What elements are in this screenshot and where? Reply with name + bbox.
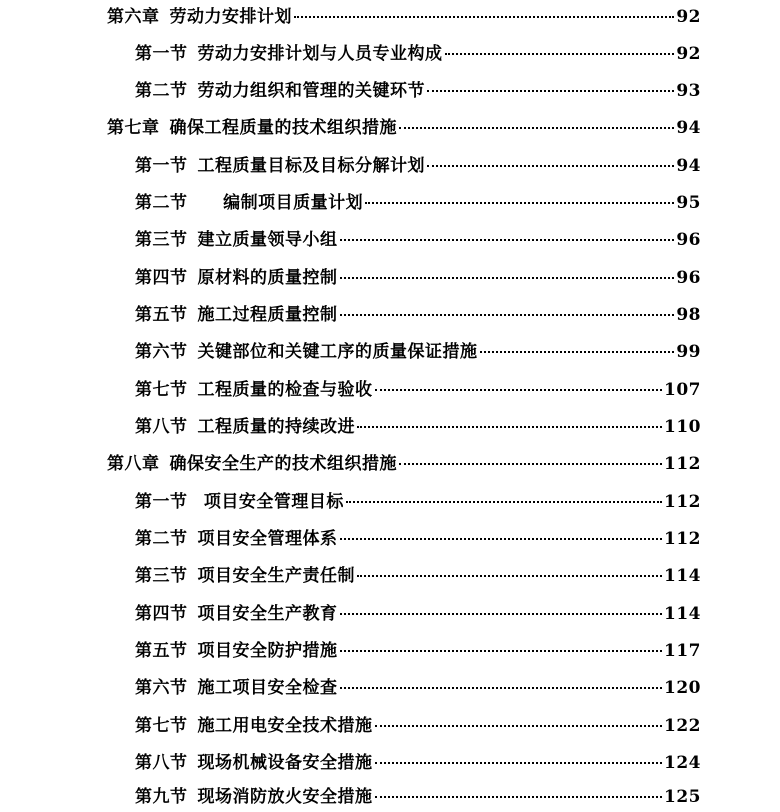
entry-title: 项目安全管理目标 <box>197 492 344 512</box>
entry-page-number: 112 <box>664 454 701 474</box>
dot-leader <box>399 463 662 465</box>
entry-page-number: 107 <box>664 380 701 400</box>
entry-number: 第三节 <box>135 230 188 250</box>
entry-page-number: 122 <box>664 716 701 736</box>
entry-title: 建立质量领导小组 <box>197 230 338 250</box>
entry-title: 工程质量的持续改进 <box>197 417 355 437</box>
toc-section[interactable] <box>135 636 701 666</box>
entry-number: 第七章 <box>107 118 160 138</box>
toc-chapter-8[interactable] <box>107 449 701 479</box>
dot-leader <box>340 277 675 279</box>
entry-title: 劳动力组织和管理的关键环节 <box>197 81 425 101</box>
entry-title: 现场机械设备安全措施 <box>197 753 373 773</box>
dot-leader <box>375 389 663 391</box>
dot-leader <box>357 426 662 428</box>
dot-leader <box>340 650 663 652</box>
entry-number: 第五节 <box>135 641 188 661</box>
toc-section[interactable] <box>135 151 701 181</box>
entry-title: 工程质量的检查与验收 <box>197 380 373 400</box>
dot-leader <box>340 613 663 615</box>
toc-section[interactable] <box>135 748 701 778</box>
toc-section[interactable] <box>135 711 701 741</box>
entry-number: 第一节 <box>135 44 188 64</box>
entry-page-number: 125 <box>664 787 701 807</box>
entry-title: 关键部位和关键工序的质量保证措施 <box>197 342 478 362</box>
entry-page-number: 96 <box>676 268 701 288</box>
entry-number: 第二节 <box>135 81 188 101</box>
toc-section[interactable] <box>135 561 701 591</box>
entry-title: 项目安全生产教育 <box>197 604 338 624</box>
dot-leader <box>480 351 675 353</box>
dot-leader <box>346 501 662 503</box>
toc-section[interactable] <box>135 188 701 218</box>
entry-title: 项目安全生产责任制 <box>197 566 355 586</box>
entry-number: 第九节 <box>135 787 188 807</box>
entry-number: 第二节 <box>135 193 188 213</box>
entry-number: 第四节 <box>135 604 188 624</box>
entry-number: 第八节 <box>135 417 188 437</box>
entry-title: 劳动力安排计划 <box>169 7 292 27</box>
entry-title: 工程质量目标及目标分解计划 <box>197 156 425 176</box>
toc-chapter-6[interactable] <box>107 2 701 32</box>
entry-page-number: 117 <box>664 641 701 661</box>
toc-section[interactable] <box>135 524 701 554</box>
entry-page-number: 124 <box>664 753 701 773</box>
entry-number: 第五节 <box>135 305 188 325</box>
dot-leader <box>357 575 662 577</box>
entry-page-number: 112 <box>664 529 701 549</box>
entry-number: 第七节 <box>135 716 188 736</box>
entry-title: 施工项目安全检查 <box>197 678 338 698</box>
toc-section[interactable] <box>135 300 701 330</box>
toc-section[interactable] <box>135 263 701 293</box>
dot-leader <box>340 314 675 316</box>
entry-title: 施工过程质量控制 <box>197 305 338 325</box>
toc-section[interactable] <box>135 76 701 106</box>
dot-leader <box>427 90 674 92</box>
entry-number: 第八节 <box>135 753 188 773</box>
toc-section[interactable] <box>135 225 701 255</box>
toc-chapter-7[interactable] <box>107 113 701 143</box>
entry-page-number: 94 <box>676 156 701 176</box>
entry-title: 编制项目质量计划 <box>197 193 364 213</box>
dot-leader <box>340 687 663 689</box>
entry-number: 第三节 <box>135 566 188 586</box>
entry-page-number: 96 <box>676 230 701 250</box>
entry-page-number: 98 <box>676 305 701 325</box>
dot-leader <box>340 538 663 540</box>
dot-leader <box>365 202 674 204</box>
dot-leader <box>375 796 663 798</box>
entry-page-number: 92 <box>676 44 701 64</box>
entry-page-number: 94 <box>676 118 701 138</box>
entry-number: 第六章 <box>107 7 160 27</box>
entry-page-number: 99 <box>676 342 701 362</box>
dot-leader <box>340 239 675 241</box>
entry-number: 第八章 <box>107 454 160 474</box>
entry-title: 现场消防放火安全措施 <box>197 787 373 807</box>
entry-page-number: 114 <box>664 566 701 586</box>
entry-title: 原材料的质量控制 <box>197 268 338 288</box>
entry-title: 劳动力安排计划与人员专业构成 <box>197 44 443 64</box>
dot-leader <box>445 53 675 55</box>
entry-page-number: 120 <box>664 678 701 698</box>
toc-section[interactable] <box>135 782 701 812</box>
toc-section[interactable] <box>135 39 701 69</box>
entry-page-number: 112 <box>664 492 701 512</box>
entry-number: 第六节 <box>135 342 188 362</box>
entry-page-number: 114 <box>664 604 701 624</box>
entry-number: 第七节 <box>135 380 188 400</box>
entry-title: 确保安全生产的技术组织措施 <box>169 454 397 474</box>
dot-leader <box>294 16 674 18</box>
dot-leader <box>427 165 674 167</box>
dot-leader <box>375 762 663 764</box>
entry-number: 第六节 <box>135 678 188 698</box>
entry-page-number: 95 <box>676 193 701 213</box>
dot-leader <box>399 127 674 129</box>
toc-section[interactable] <box>135 673 701 703</box>
toc-section[interactable] <box>135 599 701 629</box>
toc-section[interactable] <box>135 337 701 367</box>
entry-number: 第一节 <box>135 156 188 176</box>
toc-section[interactable] <box>135 487 701 517</box>
entry-page-number: 110 <box>664 417 701 437</box>
entry-page-number: 93 <box>676 81 701 101</box>
entry-title: 项目安全防护措施 <box>197 641 338 661</box>
toc-section[interactable] <box>135 412 701 442</box>
entry-page-number: 92 <box>676 7 701 27</box>
entry-number: 第四节 <box>135 268 188 288</box>
entry-title: 项目安全管理体系 <box>197 529 338 549</box>
entry-number: 第二节 <box>135 529 188 549</box>
entry-title: 施工用电安全技术措施 <box>197 716 373 736</box>
dot-leader <box>375 725 663 727</box>
entry-number: 第一节 <box>135 492 188 512</box>
toc-section[interactable] <box>135 375 701 405</box>
entry-title: 确保工程质量的技术组织措施 <box>169 118 397 138</box>
